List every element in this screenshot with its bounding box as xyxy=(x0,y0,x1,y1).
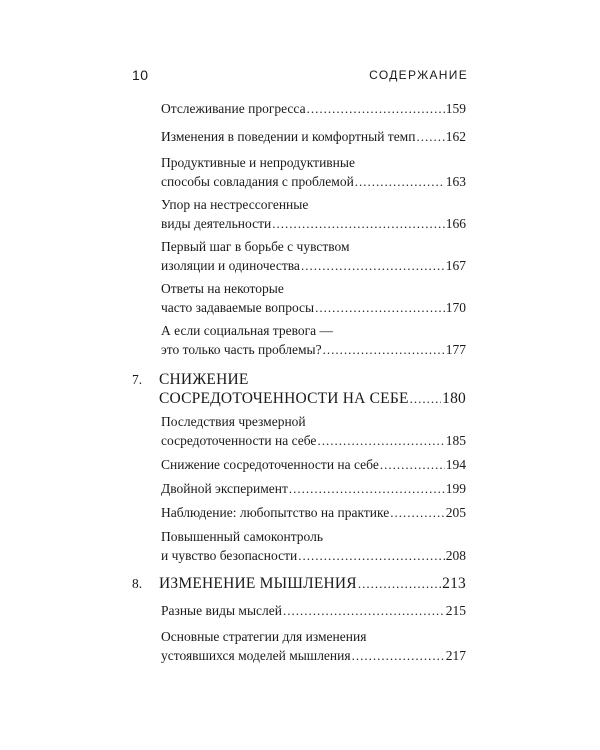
toc-page-number: 215 xyxy=(445,603,466,618)
toc-entry-title: Снижение сосредоточенности на себе xyxy=(161,457,379,472)
toc-entry-line xyxy=(161,99,466,118)
toc-entry-title-line: Продуктивные и непродуктивные xyxy=(161,155,355,170)
dot-leader xyxy=(283,601,445,620)
dot-leader xyxy=(298,546,445,565)
toc-chapter xyxy=(132,574,466,594)
toc-entry-line xyxy=(159,574,466,593)
dot-leader xyxy=(352,646,445,665)
toc-entry-line xyxy=(161,214,466,233)
toc-entry-title: Разные виды мыслей xyxy=(161,603,282,618)
toc-entry-line xyxy=(161,455,466,474)
toc-entry-title: часто задаваемые вопросы xyxy=(161,300,315,315)
toc-entry-line xyxy=(161,256,466,275)
toc-entry xyxy=(161,195,466,233)
toc-entry xyxy=(161,627,466,665)
page-number: 10 xyxy=(132,67,149,83)
toc-page-number: 199 xyxy=(445,481,466,496)
toc-entry-title: изоляции и одиночества xyxy=(161,258,300,273)
dot-leader xyxy=(390,503,445,522)
toc-entry xyxy=(161,455,466,474)
toc-chapter xyxy=(132,370,466,410)
toc-entry-title-line: Повышенный самоконтроль xyxy=(161,529,324,544)
toc-entry-line xyxy=(161,127,466,146)
chapter-title: СОСРЕДОТОЧЕННОСТИ НА СЕБЕ xyxy=(159,390,409,407)
toc-entry xyxy=(161,279,466,317)
dot-leader xyxy=(358,574,441,593)
toc-entry-title-line: А если социальная тревога — xyxy=(161,323,334,338)
toc-entry xyxy=(161,321,466,359)
dot-leader xyxy=(301,256,445,275)
dot-leader xyxy=(289,479,445,498)
dot-leader xyxy=(323,340,445,359)
toc-entry-line xyxy=(161,298,466,317)
toc-page-number: 170 xyxy=(445,300,466,315)
dot-leader xyxy=(410,389,442,408)
dot-leader xyxy=(272,214,445,233)
dot-leader xyxy=(307,99,445,118)
toc-entry-title: Наблюдение: любопытство на практике xyxy=(161,505,390,520)
toc-entry xyxy=(161,503,466,522)
toc-entry-line xyxy=(161,546,466,565)
chapter-title: ИЗМЕНЕНИЕ МЫШЛЕНИЯ xyxy=(159,575,357,592)
toc-page-number: 177 xyxy=(445,342,466,357)
toc-entry-line xyxy=(161,172,466,191)
toc-entry xyxy=(161,527,466,565)
toc-page-number: 185 xyxy=(445,433,466,448)
toc-page-number: 180 xyxy=(442,390,466,407)
toc-entry xyxy=(161,601,466,620)
toc-entry-title: и чувство безопасности xyxy=(161,548,298,563)
dot-leader xyxy=(317,431,444,450)
toc-page-number: 213 xyxy=(442,575,466,592)
toc-page-number: 208 xyxy=(445,548,466,563)
toc-entry xyxy=(161,237,466,275)
toc-entry-line xyxy=(161,503,466,522)
toc-entry-title-line: Ответы на некоторые xyxy=(161,281,284,296)
toc-entry xyxy=(161,153,466,191)
toc-entry-title: это только часть проблемы? xyxy=(161,342,322,357)
toc-page-number: 162 xyxy=(445,129,466,144)
dot-leader xyxy=(416,127,444,146)
toc-page-number: 159 xyxy=(445,101,466,116)
toc-entry-line xyxy=(161,601,466,620)
chapter-number: 7. xyxy=(132,372,143,387)
toc-entry-title: виды деятельности xyxy=(161,216,272,231)
toc-entry xyxy=(161,479,466,498)
dot-leader xyxy=(315,298,445,317)
chapter-number: 8. xyxy=(132,576,143,591)
toc-entry-title: сосредоточенности на себе xyxy=(161,433,317,448)
toc-page-number: 217 xyxy=(445,648,466,663)
toc-entry xyxy=(161,127,466,146)
toc-entry-line xyxy=(161,340,466,359)
toc-entry-line xyxy=(159,389,466,408)
toc-entry-title-line: Первый шаг в борьбе с чувством xyxy=(161,239,350,254)
toc-entry-title: способы совладания с проблемой xyxy=(161,174,354,189)
toc-entry-line xyxy=(161,646,466,665)
dot-leader xyxy=(355,172,445,191)
toc-page-number: 163 xyxy=(445,174,466,189)
toc-page-number: 167 xyxy=(445,258,466,273)
toc-entry-title-line: Упор на нестрессогенные xyxy=(161,197,309,212)
toc-entry-title: устоявшихся моделей мышления xyxy=(161,648,351,663)
toc-entry-line xyxy=(161,431,466,450)
dot-leader xyxy=(380,455,445,474)
toc-entry-title-line: Последствия чрезмерной xyxy=(161,414,306,429)
toc-entry-title-line: Основные стратегии для изменения xyxy=(161,629,367,644)
toc-entry-title: Отслеживание прогресса xyxy=(161,101,306,116)
toc-entry xyxy=(161,99,466,118)
page-header xyxy=(132,67,468,85)
toc-entry xyxy=(161,412,466,450)
toc-entry-title: Изменения в поведении и комфортный темп xyxy=(161,129,416,144)
toc-entry-line xyxy=(161,479,466,498)
toc-page-number: 166 xyxy=(445,216,466,231)
toc-page-number: 205 xyxy=(445,505,466,520)
chapter-title-line: СНИЖЕНИЕ xyxy=(159,371,249,388)
running-head: СОДЕРЖАНИЕ xyxy=(369,68,468,82)
toc-entry-title: Двойной эксперимент xyxy=(161,481,288,496)
toc-page-number: 194 xyxy=(445,457,466,472)
